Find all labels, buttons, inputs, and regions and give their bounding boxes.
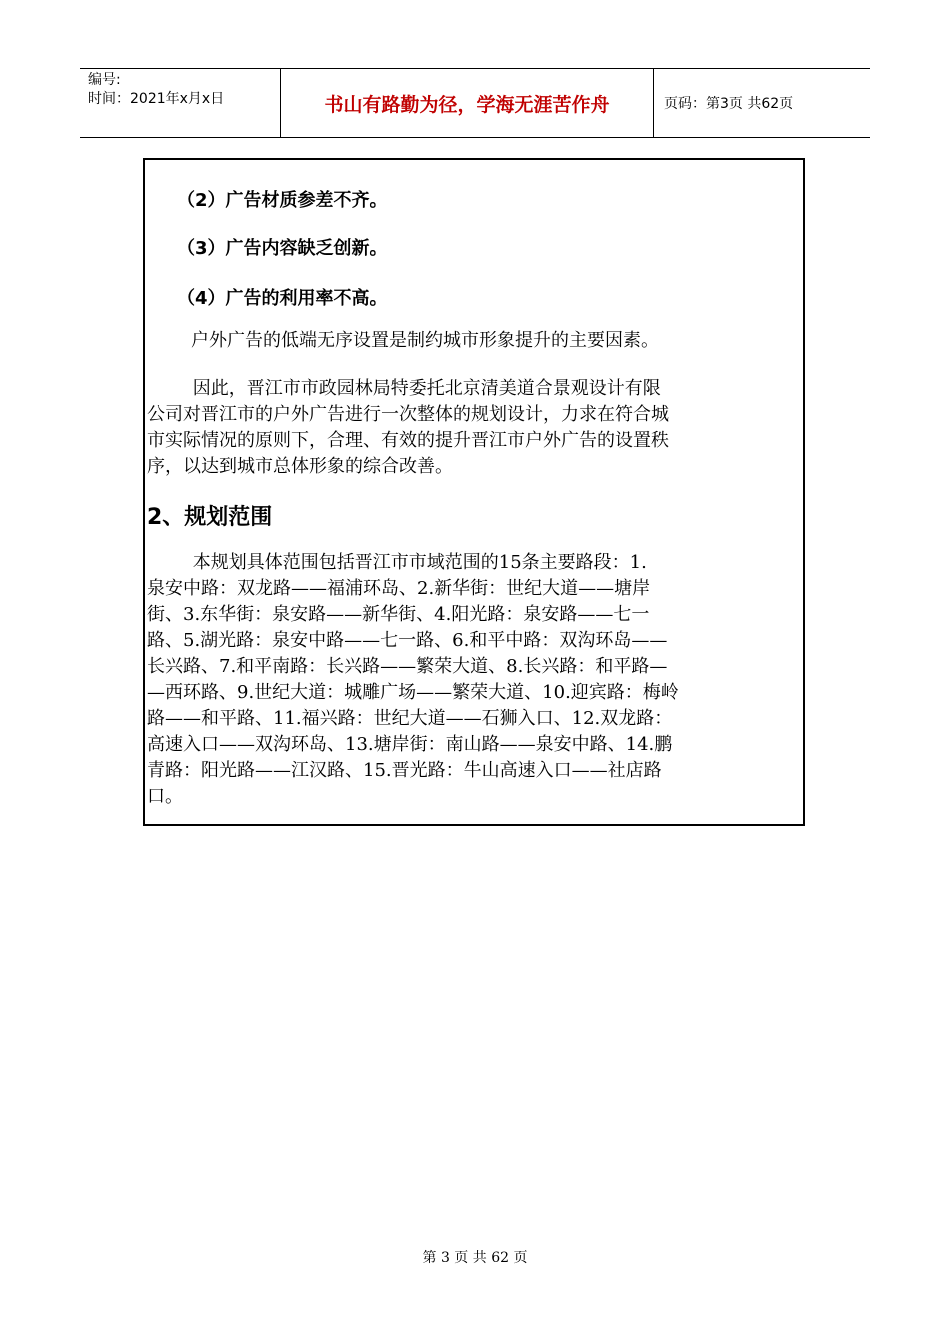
time-label: 时间：2021年x月x日: [88, 91, 225, 107]
paragraph-line: 口。: [147, 786, 183, 807]
paragraph-line: 路、5.湖光路：泉安中路——七一路、6.和平中路：双沟环岛——: [147, 630, 668, 651]
paragraph-line: 序，以达到城市总体形象的综合改善。: [147, 456, 453, 477]
header-meta: [80, 69, 281, 137]
section-title: 2、规划范围: [147, 505, 273, 530]
paragraph-1: 户外广告的低端无序设置是制约城市形象提升的主要因素。: [191, 330, 659, 351]
page-footer: 第 3 页 共 62 页: [422, 1250, 528, 1266]
paragraph-line: 公司对晋江市的户外广告进行一次整体的规划设计，力求在符合城: [147, 404, 669, 425]
serial-label: 编号:: [88, 72, 121, 88]
list-item: （2）广告材质参差不齐。: [177, 190, 388, 211]
header-motto: 书山有路勤为径，学海无涯苦作舟: [281, 69, 654, 137]
paragraph-line: 本规划具体范围包括晋江市市域范围的15条主要路段：1.: [147, 552, 647, 573]
paragraph-line: 街、3.东华街：泉安路——新华街、4.阳光路：泉安路——七一: [147, 604, 650, 625]
paragraph-line: 长兴路、7.和平南路：长兴路——繁荣大道、8.长兴路：和平路—: [147, 656, 668, 677]
paragraph-line: 市实际情况的原则下，合理、有效的提升晋江市户外广告的设置秩: [147, 430, 669, 451]
header-page-info: 页码：第3页 共62页: [664, 96, 794, 112]
list-item: （4）广告的利用率不高。: [177, 288, 388, 309]
list-item: （3）广告内容缺乏创新。: [177, 238, 388, 259]
paragraph-3: [147, 550, 803, 810]
paragraph-line: 高速入口——双沟环岛、13.塘岸街：南山路——泉安中路、14.鹏: [147, 734, 673, 755]
paragraph-2: [147, 376, 803, 480]
paragraph-line: 青路：阳光路——江汉路、15.晋光路：牛山高速入口——社店路: [147, 760, 662, 781]
page-header: [80, 68, 870, 138]
content-box: [143, 158, 805, 826]
paragraph-line: 路——和平路、11.福兴路：世纪大道——石狮入口、12.双龙路：: [147, 708, 673, 729]
paragraph-line: 泉安中路：双龙路——福浦环岛、2.新华街：世纪大道——塘岸: [147, 578, 651, 599]
paragraph-line: 因此，晋江市市政园林局特委托北京清美道合景观设计有限: [147, 378, 661, 399]
paragraph-line: —西环路、9.世纪大道：城雕广场——繁荣大道、10.迎宾路：梅岭: [147, 682, 679, 703]
